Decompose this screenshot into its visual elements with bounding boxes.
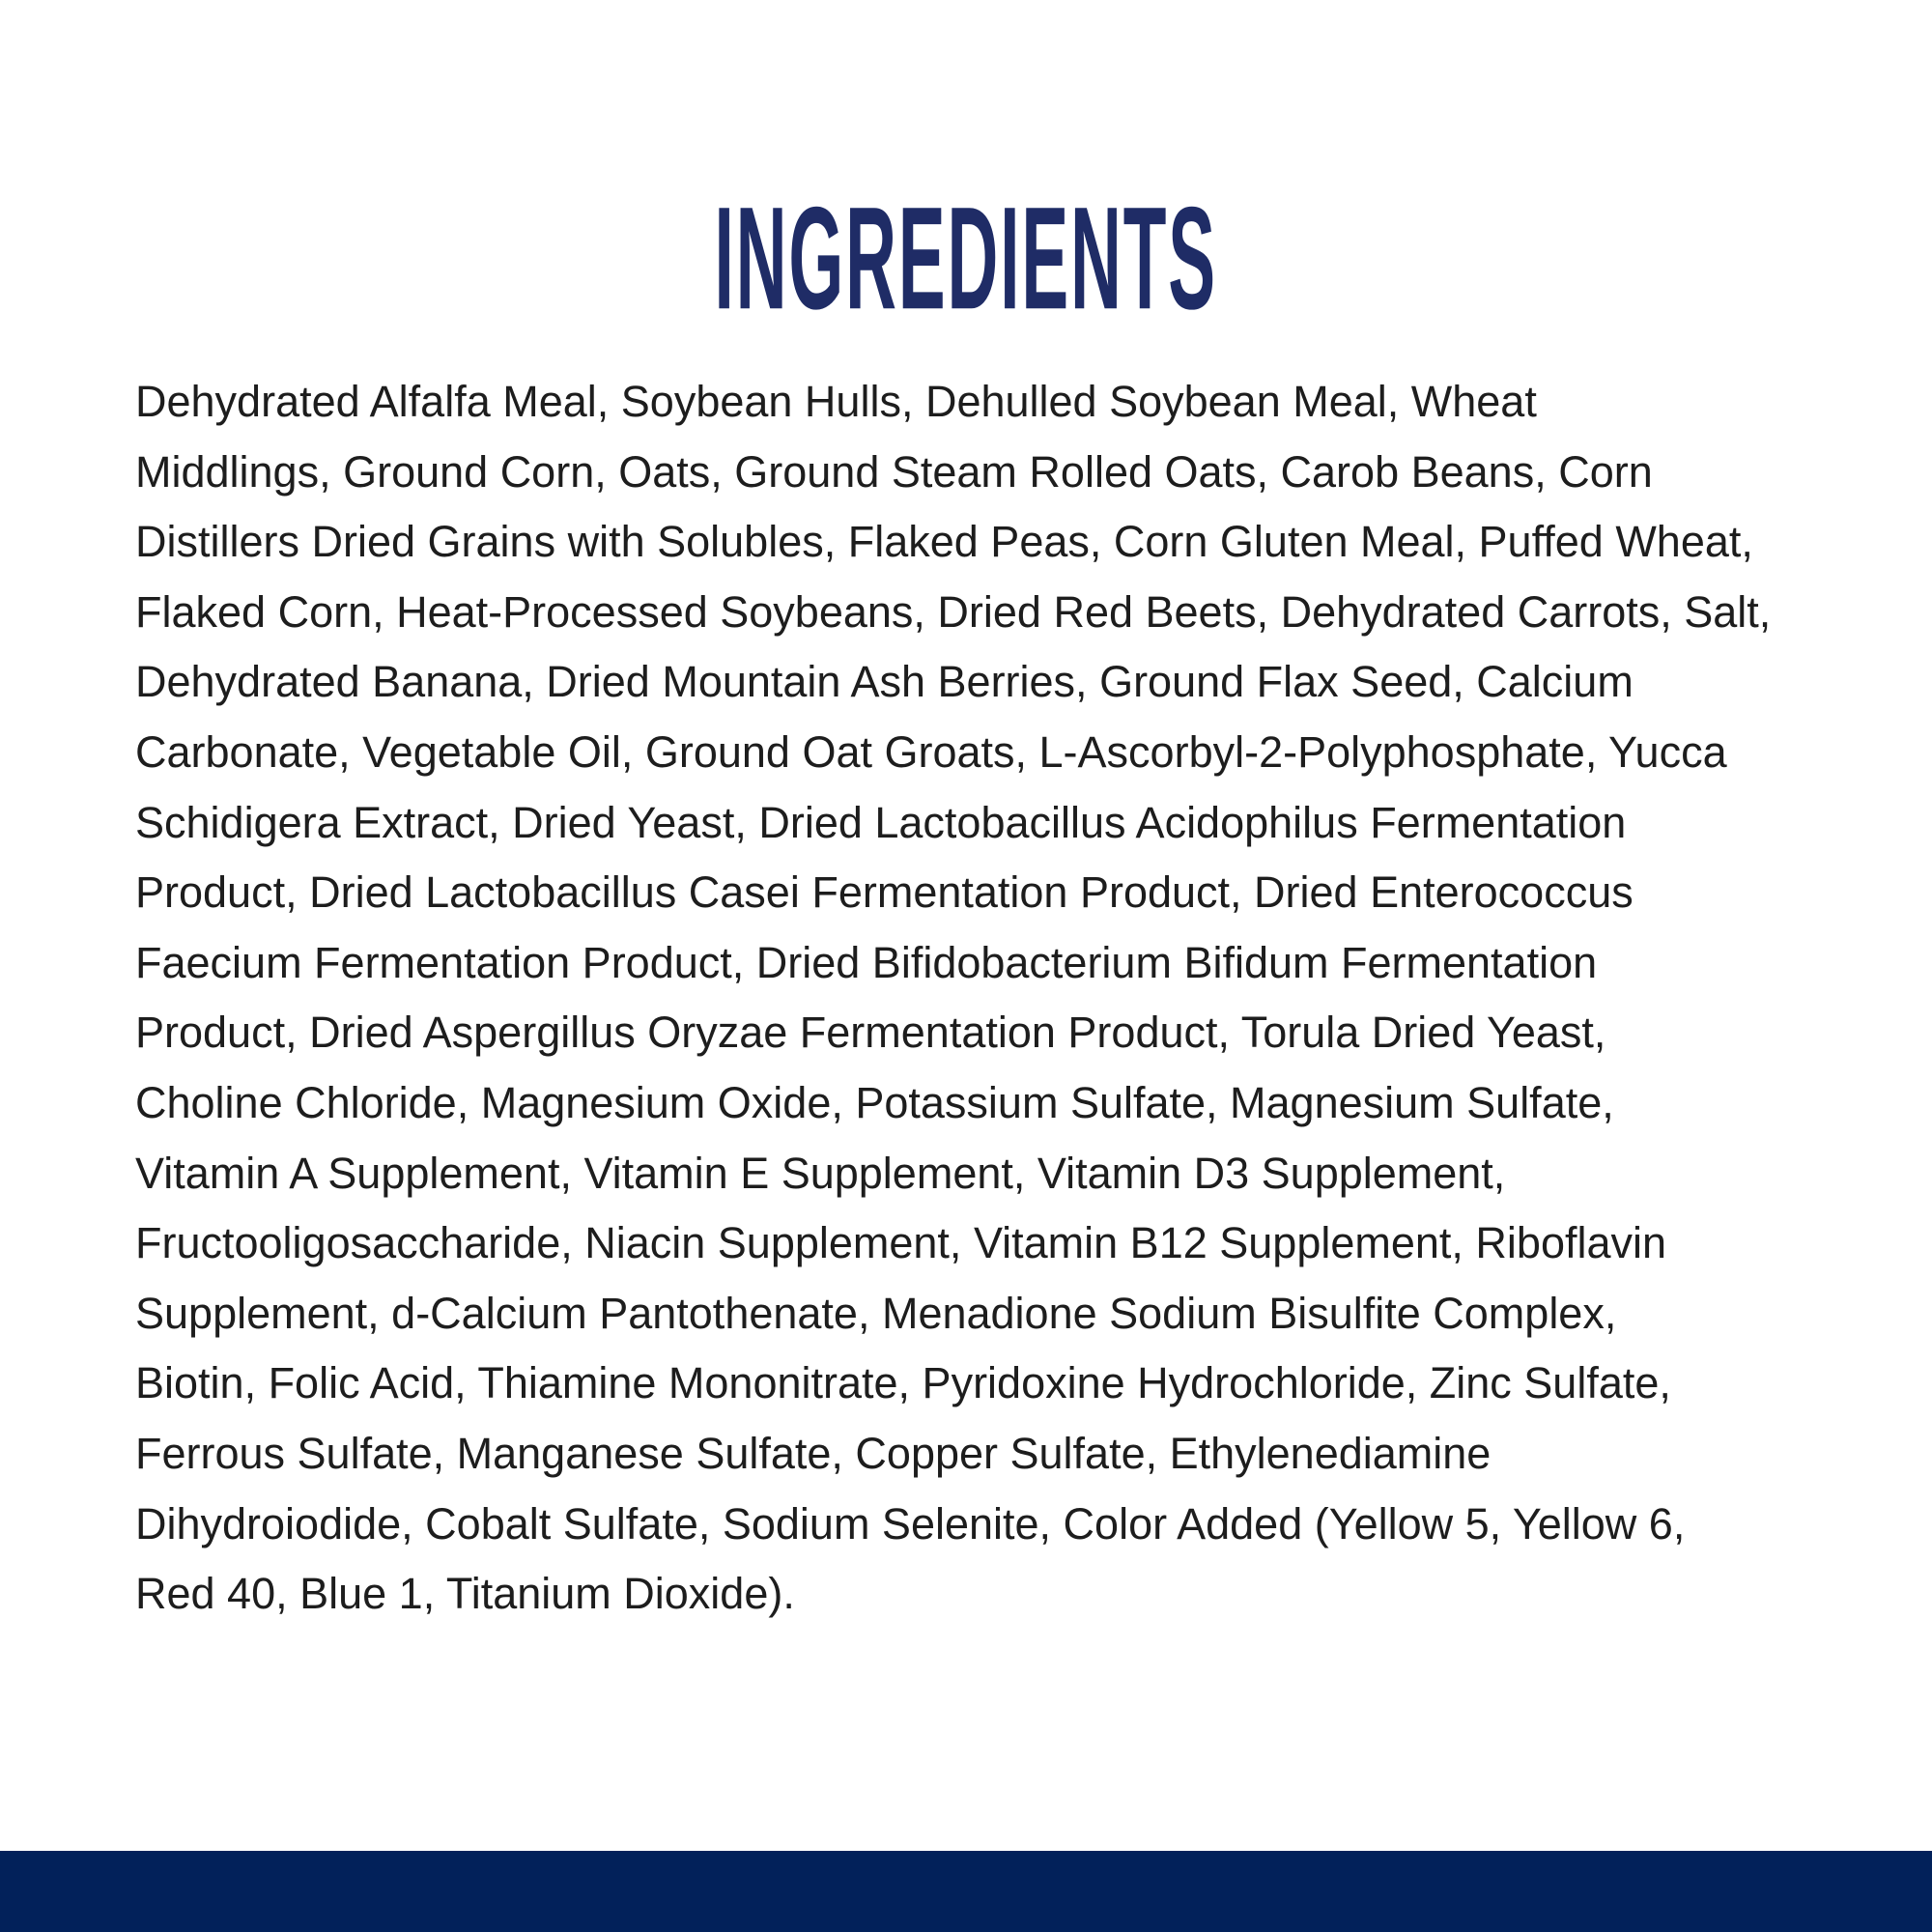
ingredients-line: Product, Dried Aspergillus Oryzae Fermentation Product, Torula Dried Yeast, (135, 1008, 1606, 1058)
ingredients-line: Ferrous Sulfate, Manganese Sulfate, Copper Sulfate, Ethylenediamine (135, 1428, 1492, 1478)
ingredients-line: Middlings, Ground Corn, Oats, Ground Steam Rolled Oats, Carob Beans, Corn (135, 446, 1653, 497)
ingredients-line: Fructooligosaccharide, Niacin Supplement, Vitamin B12 Supplement, Riboflavin (135, 1218, 1667, 1268)
page-title: INGREDIENTS (714, 177, 1218, 341)
ingredients-line: Schidigera Extract, Dried Yeast, Dried Lactobacillus Acidophilus Fermentation (135, 797, 1627, 847)
ingredients-line: Distillers Dried Grains with Solubles, Flaked Peas, Corn Gluten Meal, Puffed Wheat, (135, 517, 1753, 567)
ingredients-line: Carbonate, Vegetable Oil, Ground Oat Groats, L-Ascorbyl-2-Polyphosphate, Yucca (135, 726, 1727, 777)
footer-bar (0, 1851, 1932, 1932)
ingredients-line: Product, Dried Lactobacillus Casei Fermentation Product, Dried Enterococcus (135, 867, 1634, 918)
ingredients-line: Supplement, d-Calcium Pantothenate, Menadione Sodium Bisulfite Complex, (135, 1288, 1617, 1338)
ingredients-line: Dehydrated Banana, Dried Mountain Ash Berries, Ground Flax Seed, Calcium (135, 657, 1634, 707)
ingredients-paragraph (135, 367, 1797, 1630)
ingredients-line: Choline Chloride, Magnesium Oxide, Potassium Sulfate, Magnesium Sulfate, (135, 1077, 1614, 1127)
ingredients-line: Flaked Corn, Heat-Processed Soybeans, Dried Red Beets, Dehydrated Carrots, Salt, (135, 586, 1772, 637)
ingredients-line: Vitamin A Supplement, Vitamin E Supplement, Vitamin D3 Supplement, (135, 1148, 1506, 1198)
title-container (0, 177, 1932, 341)
ingredients-line: Faecium Fermentation Product, Dried Bifidobacterium Bifidum Fermentation (135, 937, 1598, 987)
ingredients-line: Dihydroiodide, Cobalt Sulfate, Sodium Selenite, Color Added (Yellow 5, Yellow 6, (135, 1498, 1686, 1548)
ingredients-line: Dehydrated Alfalfa Meal, Soybean Hulls, Dehulled Soybean Meal, Wheat (135, 377, 1537, 426)
ingredients-line: Red 40, Blue 1, Titanium Dioxide). (135, 1569, 795, 1619)
ingredients-line: Biotin, Folic Acid, Thiamine Mononitrate, Pyridoxine Hydrochloride, Zinc Sulfate, (135, 1358, 1671, 1408)
